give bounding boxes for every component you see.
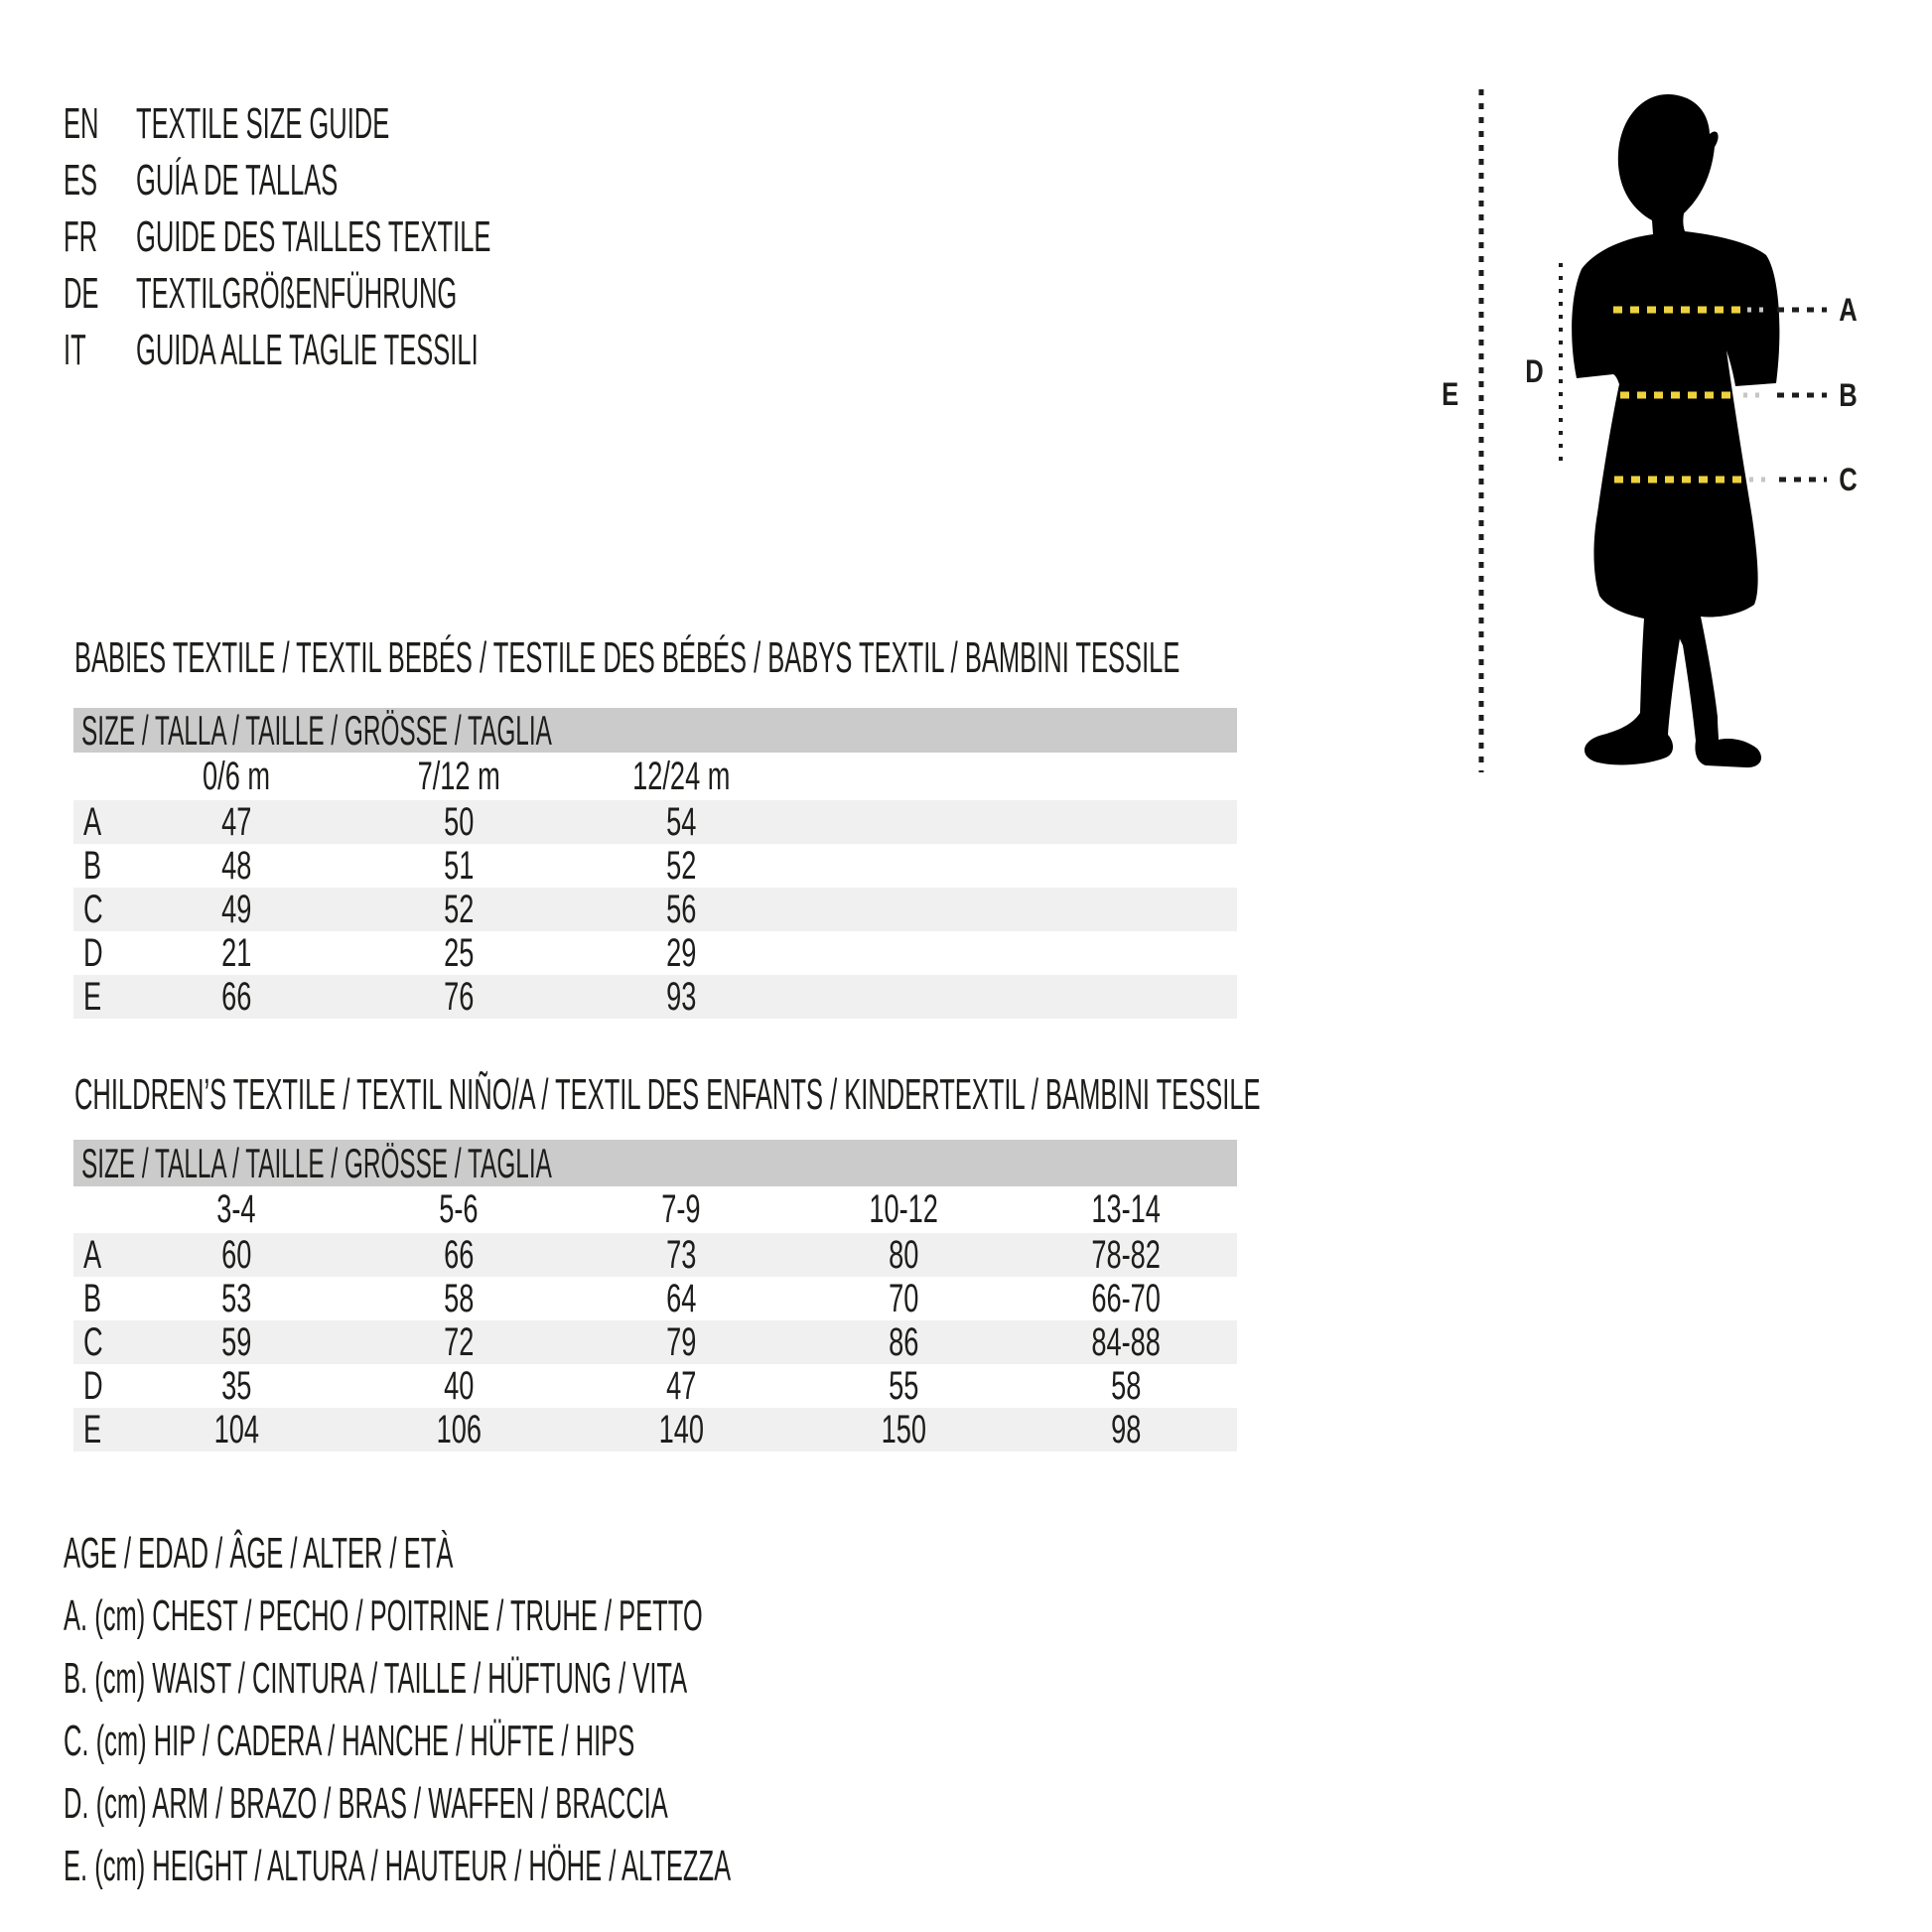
legend-hip-line: C. (cm) HIP / CADERA / HANCHE / HÜFTE / HIPS bbox=[64, 1717, 635, 1765]
lang-code-de: DE bbox=[64, 269, 99, 318]
lang-title-es: GUÍA DE TALLAS bbox=[136, 156, 339, 205]
lang-code-fr: FR bbox=[64, 212, 98, 261]
children-col-2: 7-9 bbox=[661, 1187, 701, 1231]
legend-age-line: AGE / EDAD / ÂGE / ALTER / ETÀ bbox=[64, 1529, 454, 1578]
lang-code-es: ES bbox=[64, 156, 98, 205]
babies-size-header-bar: SIZE / TALLA / TAILLE / GRÖSSE / TAGLIA bbox=[73, 708, 1237, 753]
legend-waist-line: B. (cm) WAIST / CINTURA / TAILLE / HÜFTUNG / VITA bbox=[64, 1654, 688, 1703]
height-label: E bbox=[1442, 376, 1459, 412]
lang-title-en: TEXTILE SIZE GUIDE bbox=[136, 99, 390, 148]
table-row: B 53 58 64 70 66-70 bbox=[83, 1277, 1161, 1320]
hip-label: C bbox=[1839, 462, 1858, 497]
table-row: B 48 51 52 bbox=[83, 844, 697, 888]
children-col-1: 5-6 bbox=[439, 1187, 479, 1231]
table-row: C 59 72 79 86 84-88 bbox=[73, 1320, 1237, 1364]
babies-col-0: 0/6 m bbox=[202, 754, 271, 798]
babies-col-1: 7/12 m bbox=[417, 754, 500, 798]
legend-chest-line: A. (cm) CHEST / PECHO / POITRINE / TRUHE / PETTO bbox=[64, 1591, 703, 1640]
table-row: D 21 25 29 bbox=[83, 931, 697, 975]
arm-label: D bbox=[1525, 353, 1544, 389]
children-col-4: 13-14 bbox=[1091, 1187, 1161, 1231]
lang-code-en: EN bbox=[64, 99, 99, 148]
babies-age-columns bbox=[73, 753, 1237, 800]
table-row: E 104 106 140 150 98 bbox=[73, 1408, 1237, 1451]
babies-col-2: 12/24 m bbox=[631, 754, 731, 798]
lang-title-de: TEXTILGRÖßENFÜHRUNG bbox=[136, 269, 458, 318]
children-size-header-bar: SIZE / TALLA / TAILLE / GRÖSSE / TAGLIA bbox=[73, 1140, 1237, 1186]
waist-label: B bbox=[1839, 377, 1858, 413]
table-row: D 35 40 47 55 58 bbox=[83, 1364, 1142, 1408]
table-row: A 60 66 73 80 78-82 bbox=[73, 1233, 1237, 1277]
children-col-3: 10-12 bbox=[869, 1187, 938, 1231]
lang-title-fr: GUIDE DES TAILLES TEXTILE bbox=[136, 212, 491, 261]
lang-code-it: IT bbox=[64, 326, 86, 374]
lang-title-it: GUIDA ALLE TAGLIE TESSILI bbox=[136, 326, 479, 374]
legend-arm-line: D. (cm) ARM / BRAZO / BRAS / WAFFEN / BRACCIA bbox=[64, 1779, 668, 1828]
babies-section-heading: BABIES TEXTILE / TEXTIL BEBÉS / TESTILE DES BÉBÉS / BABYS TEXTIL / BAMBINI TESSILE bbox=[74, 633, 1180, 682]
children-size-table bbox=[73, 1140, 1237, 1451]
table-row: E 66 76 93 bbox=[73, 975, 1237, 1019]
children-age-columns bbox=[73, 1186, 1237, 1233]
babies-size-table bbox=[73, 708, 1237, 1019]
child-silhouette-diagram bbox=[1430, 60, 1932, 814]
table-row: A 47 50 54 bbox=[73, 800, 1237, 844]
chest-label: A bbox=[1839, 292, 1858, 328]
children-col-0: 3-4 bbox=[216, 1187, 256, 1231]
legend-height-line: E. (cm) HEIGHT / ALTURA / HAUTEUR / HÖHE / ALTEZZA bbox=[64, 1842, 732, 1890]
children-section-heading: CHILDREN’S TEXTILE / TEXTIL NIÑO/A / TEXTIL DES ENFANTS / KINDERTEXTIL / BAMBINI TESSILE bbox=[74, 1070, 1261, 1119]
table-row: C 49 52 56 bbox=[73, 888, 1237, 931]
